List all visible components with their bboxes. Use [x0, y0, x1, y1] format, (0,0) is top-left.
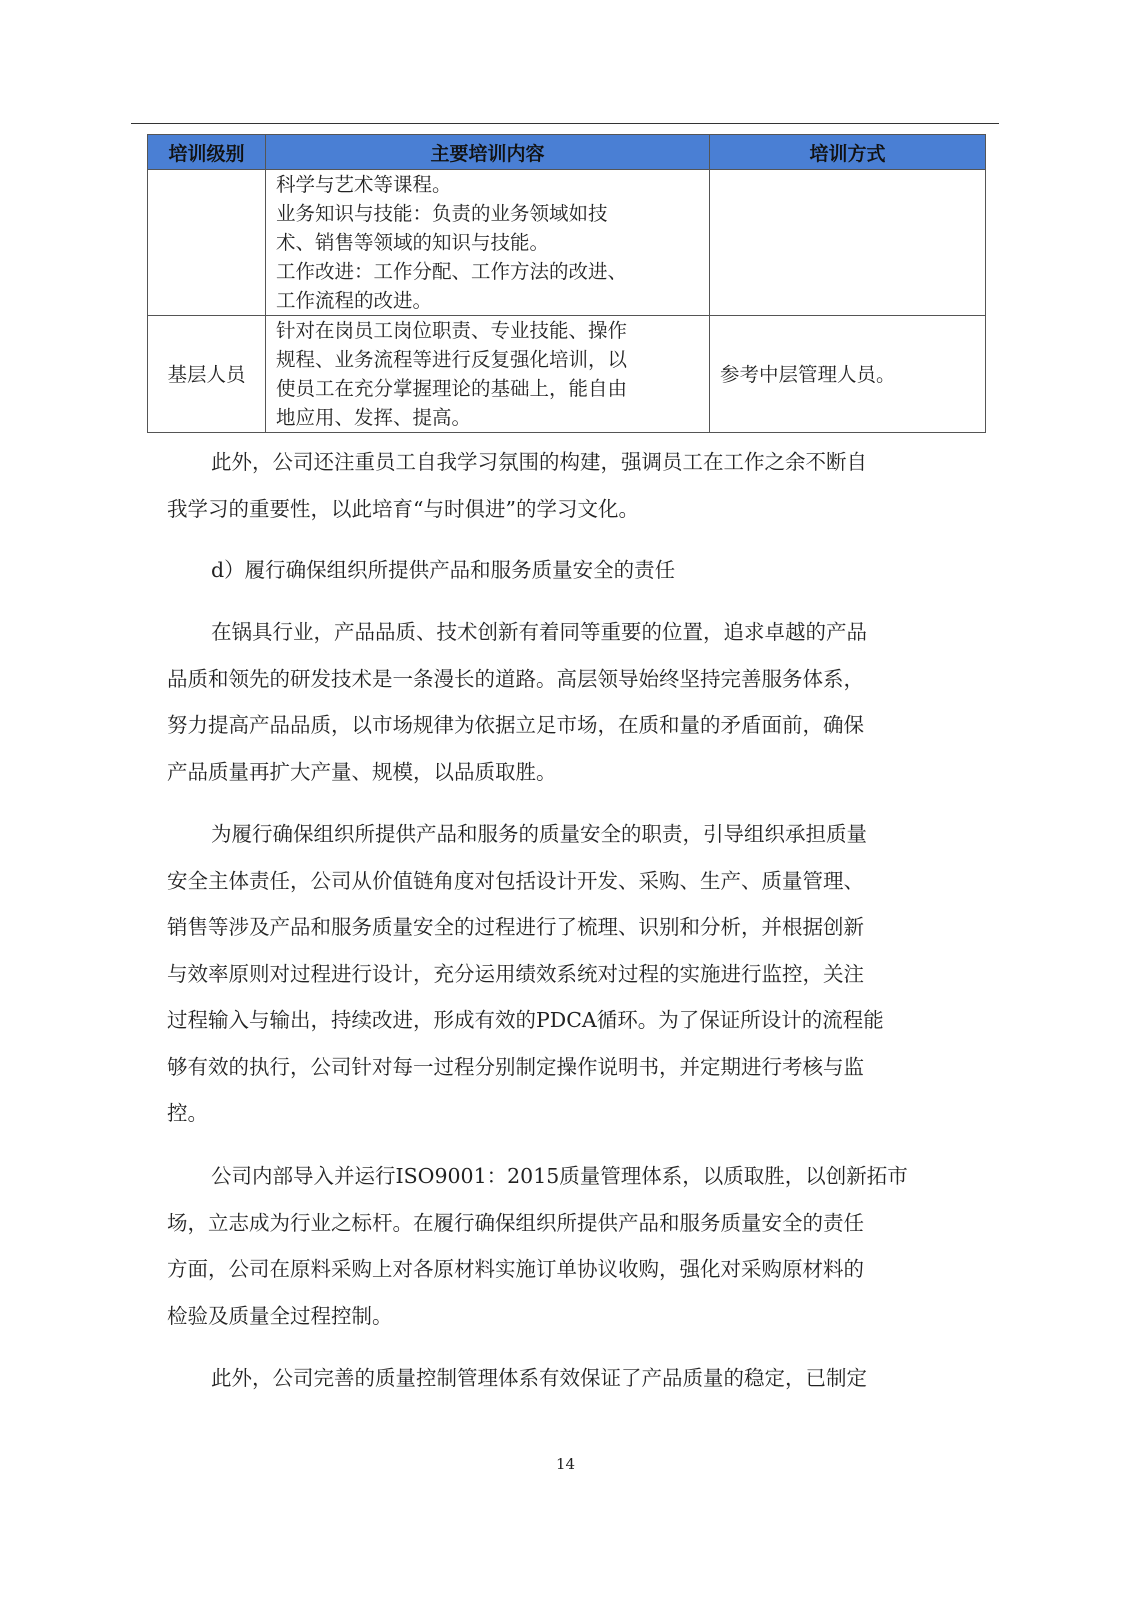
paragraph-line: 场，立志成为行业之标杆。在履行确保组织所提供产品和服务质量安全的责任: [167, 1210, 864, 1235]
paragraph-line: 在锅具行业，产品品质、技术创新有着同等重要的位置，追求卓越的产品: [211, 620, 867, 644]
level-cell: 基层人员: [148, 316, 266, 433]
content-line: 针对在岗员工岗位职责、专业技能、操作: [276, 319, 628, 342]
method-cell: 参考中层管理人员。: [710, 316, 986, 433]
paragraph-line: 方面，公司在原料采购上对各原材料实施订单协议收购，强化对采购原材料的: [167, 1257, 864, 1281]
paragraph-line: 过程输入与输出，持续改进，形成有效的PDCA循环。为了保证所设计的流程能: [167, 1008, 884, 1032]
paragraph-line: 为履行确保组织所提供产品和服务的质量安全的职责，引导组织承担质量: [211, 822, 867, 846]
paragraph-line: 够有效的执行，公司针对每一过程分别制定操作说明书，并定期进行考核与监: [167, 1054, 864, 1079]
page-number: 14: [555, 1455, 576, 1473]
content-line: 地应用、发挥、提高。: [276, 406, 472, 429]
paragraph-self-learning: [167, 439, 943, 532]
method-cell: [710, 170, 986, 316]
content-line: 工作改进：工作分配、工作方法的改进、: [276, 260, 628, 283]
header-training-content: 主要培训内容: [266, 135, 710, 170]
paragraph-line: 品质和领先的研发技术是一条漫长的道路。高层领导始终坚持完善服务体系，: [167, 666, 864, 691]
paragraph-line: d）履行确保组织所提供产品和服务质量安全的责任: [211, 558, 676, 582]
paragraph-quality-control: [167, 1355, 943, 1402]
paragraph-quality-innovation: [167, 609, 943, 795]
paragraph-line: 此外，公司还注重员工自我学习氛围的构建，强调员工在工作之余不断自: [211, 450, 867, 474]
paragraph-line: 控。: [167, 1101, 208, 1125]
paragraph-line: 我学习的重要性，以此培育“与时俱进”的学习文化。: [167, 496, 639, 521]
content-line: 术、销售等领域的知识与技能。: [276, 231, 550, 254]
content-line: 业务知识与技能：负责的业务领域如技: [276, 202, 608, 225]
level-cell: [148, 170, 266, 316]
section-heading-d: [167, 547, 943, 594]
paragraph-line: 努力提高产品品质，以市场规律为依据立足市场，在质和量的矛盾面前，确保: [167, 713, 864, 737]
paragraph-line: 此外，公司完善的质量控制管理体系有效保证了产品质量的稳定，已制定: [211, 1366, 867, 1390]
table-header-row: [148, 135, 986, 170]
paragraph-line: 公司内部导入并运行ISO9001：2015质量管理体系，以质取胜，以创新拓市: [211, 1164, 908, 1188]
training-table: [147, 134, 986, 433]
paragraph-line: 安全主体责任，公司从价值链角度对包括设计开发、采购、生产、质量管理、: [167, 868, 864, 893]
table-row: [148, 316, 986, 433]
content-line: 使员工在充分掌握理论的基础上，能自由: [276, 377, 628, 400]
content-line: 工作流程的改进。: [276, 289, 433, 312]
paragraph-line: 销售等涉及产品和服务质量安全的过程进行了梳理、识别和分析，并根据创新: [167, 915, 864, 939]
paragraph-line: 检验及质量全过程控制。: [167, 1303, 393, 1328]
table-row: [148, 170, 986, 316]
content-cell: [266, 316, 710, 433]
header-training-method: 培训方式: [710, 135, 986, 170]
content-cell: [266, 170, 710, 316]
header-training-level: 培训级别: [148, 135, 266, 170]
content-line: 科学与艺术等课程。: [276, 173, 452, 196]
paragraph-line: 与效率原则对过程进行设计，充分运用绩效系统对过程的实施进行监控，关注: [167, 961, 864, 986]
paragraph-iso9001: [167, 1153, 943, 1339]
paragraph-quality-responsibility: [167, 811, 943, 1137]
content-line: 规程、业务流程等进行反复强化培训，以: [276, 348, 628, 371]
paragraph-line: 产品质量再扩大产量、规模，以品质取胜。: [167, 759, 557, 784]
header-rule: [131, 123, 999, 124]
